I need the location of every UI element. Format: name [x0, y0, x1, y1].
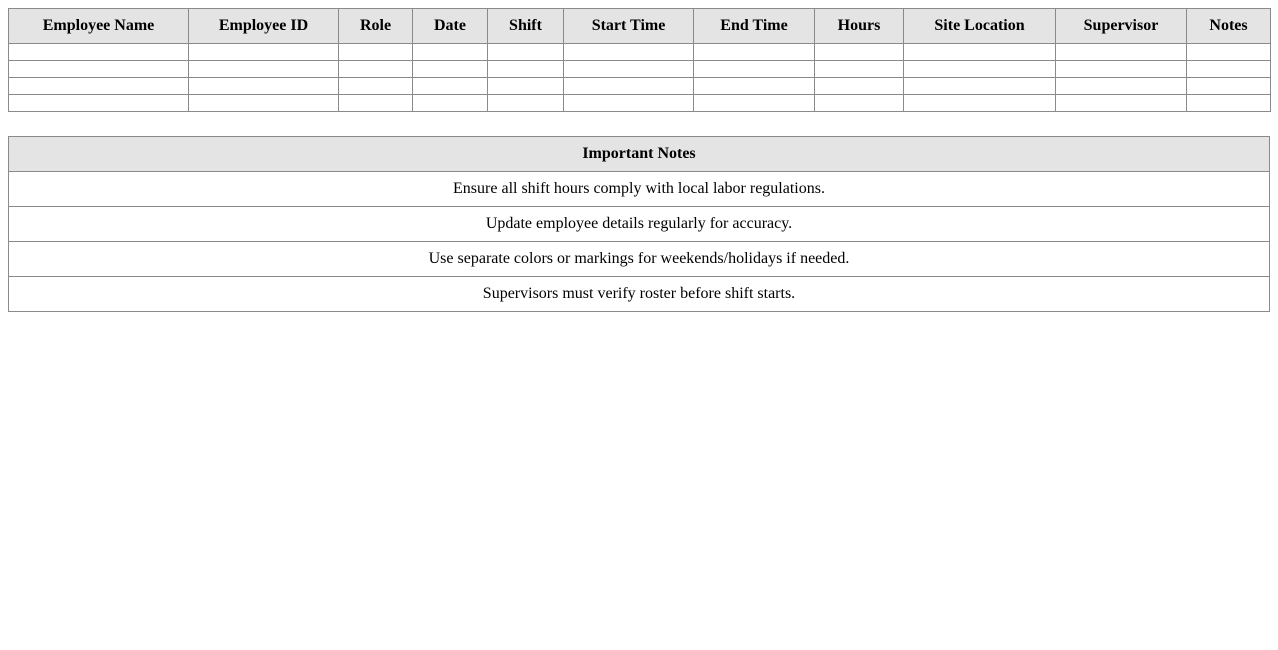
note-item: Ensure all shift hours comply with local labor regulations.: [9, 172, 1270, 207]
table-cell[interactable]: [1187, 44, 1271, 61]
table-cell[interactable]: [488, 78, 564, 95]
table-cell[interactable]: [815, 95, 904, 112]
table-cell[interactable]: [189, 95, 339, 112]
notes-row: [9, 207, 1270, 242]
note-item: Update employee details regularly for accuracy.: [9, 207, 1270, 242]
table-cell[interactable]: [694, 78, 815, 95]
note-item: Use separate colors or markings for weekends/holidays if needed.: [9, 242, 1270, 277]
note-item: Supervisors must verify roster before shift starts.: [9, 277, 1270, 312]
notes-row: [9, 242, 1270, 277]
table-cell[interactable]: [1187, 78, 1271, 95]
table-cell[interactable]: [9, 78, 189, 95]
notes-header-row: [9, 137, 1270, 172]
table-cell[interactable]: [694, 61, 815, 78]
roster-header-row: [9, 9, 1271, 44]
table-cell[interactable]: [413, 44, 488, 61]
table-cell[interactable]: [904, 61, 1056, 78]
notes-row: [9, 277, 1270, 312]
table-cell[interactable]: [1187, 61, 1271, 78]
table-cell[interactable]: [339, 61, 413, 78]
table-cell[interactable]: [694, 44, 815, 61]
column-header-notes: Notes: [1187, 9, 1271, 44]
table-cell[interactable]: [1056, 95, 1187, 112]
table-cell[interactable]: [1187, 95, 1271, 112]
column-header-shift: Shift: [488, 9, 564, 44]
table-cell[interactable]: [413, 61, 488, 78]
notes-title: Important Notes: [9, 137, 1270, 172]
table-cell[interactable]: [339, 95, 413, 112]
column-header-site-location: Site Location: [904, 9, 1056, 44]
table-cell[interactable]: [815, 61, 904, 78]
table-cell[interactable]: [904, 44, 1056, 61]
table-row: [9, 95, 1271, 112]
column-header-start-time: Start Time: [564, 9, 694, 44]
table-cell[interactable]: [9, 44, 189, 61]
table-cell[interactable]: [694, 95, 815, 112]
table-cell[interactable]: [339, 78, 413, 95]
table-cell[interactable]: [488, 61, 564, 78]
roster-table: [8, 8, 1271, 112]
table-cell[interactable]: [904, 95, 1056, 112]
table-cell[interactable]: [815, 44, 904, 61]
table-row: [9, 78, 1271, 95]
important-notes-table: [8, 136, 1270, 312]
column-header-supervisor: Supervisor: [1056, 9, 1187, 44]
column-header-employee-name: Employee Name: [9, 9, 189, 44]
table-cell[interactable]: [488, 44, 564, 61]
table-cell[interactable]: [564, 78, 694, 95]
table-cell[interactable]: [815, 78, 904, 95]
table-cell[interactable]: [564, 61, 694, 78]
column-header-end-time: End Time: [694, 9, 815, 44]
table-cell[interactable]: [564, 44, 694, 61]
column-header-employee-id: Employee ID: [189, 9, 339, 44]
notes-row: [9, 172, 1270, 207]
table-cell[interactable]: [189, 44, 339, 61]
page: [8, 8, 1270, 312]
table-cell[interactable]: [339, 44, 413, 61]
table-cell[interactable]: [413, 78, 488, 95]
table-cell[interactable]: [1056, 44, 1187, 61]
column-header-date: Date: [413, 9, 488, 44]
table-cell[interactable]: [189, 78, 339, 95]
table-row: [9, 44, 1271, 61]
table-cell[interactable]: [1056, 78, 1187, 95]
table-row: [9, 61, 1271, 78]
table-cell[interactable]: [1056, 61, 1187, 78]
table-cell[interactable]: [189, 61, 339, 78]
table-cell[interactable]: [488, 95, 564, 112]
table-cell[interactable]: [564, 95, 694, 112]
table-cell[interactable]: [904, 78, 1056, 95]
column-header-hours: Hours: [815, 9, 904, 44]
table-cell[interactable]: [9, 61, 189, 78]
column-header-role: Role: [339, 9, 413, 44]
table-cell[interactable]: [413, 95, 488, 112]
table-cell[interactable]: [9, 95, 189, 112]
